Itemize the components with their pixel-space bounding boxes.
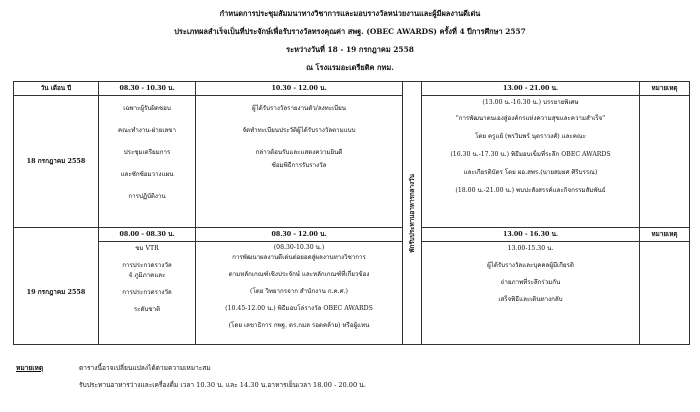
day2-c1-line: ระดับชาติ: [133, 306, 161, 313]
day2-c2-line: การพัฒนาผลงานดีเด่นต่อยอดสู่ผลงานทางวิชาการ: [232, 254, 366, 261]
day1-date: 18 กรกฎาคม 2558: [14, 96, 99, 228]
day2-c1-line: 4 ภูมิภาคและ: [128, 272, 166, 279]
day1-time-2: 10.30 - 12.00 น.: [196, 82, 403, 96]
day2-remark: [640, 242, 690, 345]
day1-c3-line: โดย ครูแย้ (พรวิมพร์ นุตราวงศ์) และคณะ: [475, 133, 586, 140]
day2-time-2: 08.30 - 12.00 น.: [196, 228, 403, 242]
day2-c2-line: ตามหลักเกณฑ์เชิงประจักษ์ และหลักเกณฑ์ที่เกี่ยวข้อง: [228, 271, 370, 278]
day1-c2-line: ผู้ได้รับรางวัลรายงานตัว/ลงทะเบียน: [252, 105, 346, 112]
day2-date-top: [14, 228, 99, 242]
day1-c3-line: (13.00 น.-16.30 น.) บรรยายพิเศษ: [482, 99, 579, 106]
day1-c3-line: และเกียรติบัตร โดย ผอ.สพร.(นายสมยศ ศิริบรรณ): [463, 169, 598, 176]
day2-c1-line: ชม VTR: [135, 245, 159, 252]
header-date: วัน เดือน ปี: [14, 82, 99, 96]
day2-c2-line: (08.30-10.30 น.): [273, 244, 325, 251]
day1-c2-line: ซ้อมพิธีการรับรางวัล: [271, 162, 327, 169]
day1-c1-line: การปฏิบัติงาน: [128, 193, 166, 200]
notes-label: หมายเหตุ: [16, 364, 44, 372]
day2-time-3: 13.00 - 16.30 น.: [422, 228, 640, 242]
day2-c2-line: (โดย เลขาธิการ กพฐ. ดร.กมล รอดคล้าย) หรือผู้แทน: [228, 322, 370, 329]
day1-c1-line: คณะทำงาน-ฝ่ายเลขา: [118, 127, 176, 134]
day1-cell-2: [196, 96, 403, 228]
day1-cell-3: [422, 96, 640, 228]
day1-c3-line: "การพัฒนาตนเองสู่องค์กรแห่งความสุขและความสำเร็จ": [455, 115, 606, 122]
day1-cell-1: [99, 96, 196, 228]
day1-c3-line: (16.30 น.-17.30 น.) พิธีมอบเข็มที่ระลึก OBEC AWARDS: [450, 151, 611, 158]
day2-c3-line: ถ่ายภาพที่ระลึกร่วมกัน: [500, 279, 561, 286]
day2-c1-line: การประกวดรางวัล: [122, 262, 172, 269]
lunch-break: [403, 82, 422, 345]
day2-cell-3: [422, 242, 640, 345]
day1-c2-line: จัดทำทะเบียนประวัติผู้ได้รับรางวัลตามแบบ: [242, 127, 356, 134]
day2-time-1: 08.00 - 08.30 น.: [99, 228, 196, 242]
title-line-4: ณ โรงแรมอะเดรียติค กทม.: [306, 63, 394, 72]
header-remark-2: หมายเหตุ: [640, 228, 690, 242]
day2-c3-line: เสร็จพิธีและเดินทางกลับ: [498, 296, 563, 303]
day2-c2-line: (โดย วิทยากรจาก สำนักงาน ก.ค.ศ.): [250, 288, 348, 295]
day2-c3-line: ผู้ได้รับรางวัลและบุคคลผู้มีเกียรติ: [487, 262, 574, 269]
day2-c3-line: 13.00-15.30 น.: [507, 245, 554, 252]
day2-cell-2: [196, 242, 403, 345]
day1-c3-line: (18.00 น.-21.00 น.) พบปะสังสรรค์และกิจกรรมสัมพันธ์: [455, 187, 606, 194]
lunch-label: พักรับประทานอาหารกลางวัน: [408, 173, 416, 253]
day1-time-1: 08.30 - 10.30 น.: [99, 82, 196, 96]
title-line-1: กำหนดการประชุมสัมมนาทางวิชาการและมอบรางวัลหน่วยงานและผู้มีผลงานดีเด่น: [219, 9, 481, 18]
header-remark-1: หมายเหตุ: [640, 82, 690, 96]
title-line-3: ระหว่างวันที่ 18 - 19 กรกฎาคม 2558: [286, 45, 414, 54]
day2-cell-1: [99, 242, 196, 345]
notes: [16, 360, 366, 394]
schedule-table: [13, 81, 690, 345]
title-line-2: ประเภทผลสำเร็จเป็นที่ประจักษ์เพื่อรับรางวัลทรงคุณค่า สพฐ. (OBEC AWARDS) ครั้งที่ 4 ปีการศึกษา 2557: [174, 27, 526, 36]
day2-c1-line: การประกวดรางวัล: [122, 289, 172, 296]
day2-c2-line: (10.45-12.00 น.) พิธีมอบโล่รางวัล OBEC AWARDS: [225, 305, 373, 312]
day1-c2-line: กล่าวต้อนรับและแสดงความยินดี: [255, 149, 343, 156]
day2-date: 19 กรกฎาคม 2558: [14, 242, 99, 345]
day1-time-3: 13.00 - 21.00 น.: [422, 82, 640, 96]
day1-c1-line: ประชุมเตรียมการ: [123, 149, 171, 156]
notes-line-1: ตารางนี้อาจเปลี่ยนแปลงได้ตามความเหมาะสม: [79, 364, 211, 372]
notes-line-2: รับประทานอาหารว่างและเครื่องดื่ม เวลา 10.30 น. และ 14.30 น.อาหารเย็นเวลา 18.00 - 20.00 น.: [79, 381, 366, 389]
day1-c1-line: เฉพาะผู้รับผิดชอบ: [123, 105, 171, 112]
day1-remark: [640, 96, 690, 228]
day1-c1-line: และซักซ้อมวางแผน: [120, 171, 174, 178]
